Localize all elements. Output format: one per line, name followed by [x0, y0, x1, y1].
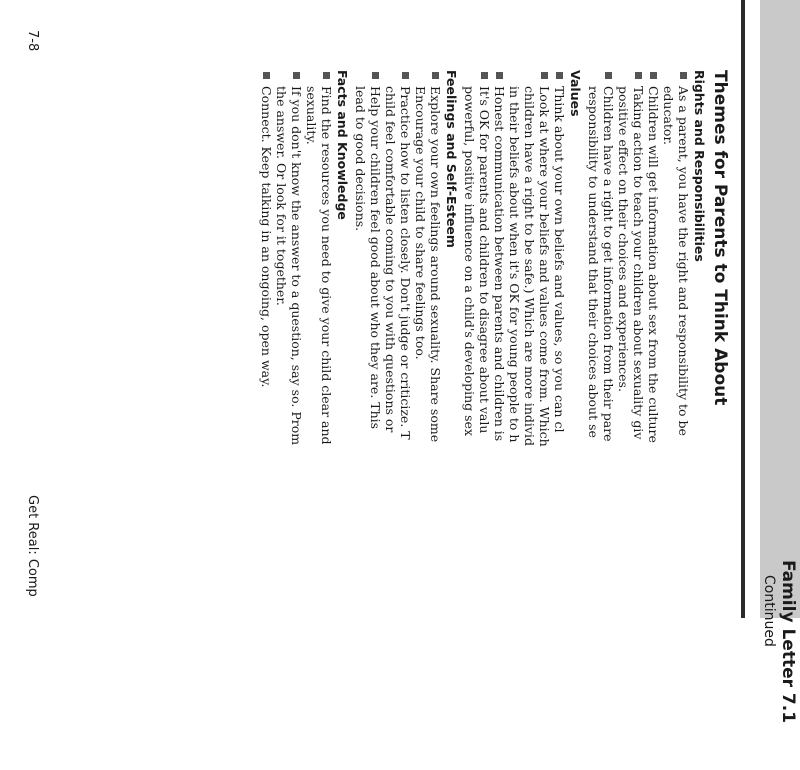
square-bullet-icon — [650, 72, 657, 79]
main-title: Themes for Parents to Think About — [710, 70, 730, 406]
bullet-item — [586, 70, 616, 770]
bullet-item — [274, 70, 304, 770]
bullet-text: Think about your own beliefs and values, so you can cl — [552, 86, 567, 433]
letter-subtitle: Continued — [761, 575, 777, 647]
bullet-item — [353, 70, 383, 770]
square-bullet-icon — [372, 72, 379, 79]
sections-container — [259, 70, 707, 770]
bullet-item — [616, 70, 646, 770]
square-bullet-icon — [481, 72, 488, 79]
section-heading: Feelings and Self-Esteem — [444, 70, 459, 248]
bullet-list — [462, 70, 567, 770]
page-number: 7-8 — [25, 30, 40, 52]
section-heading: Values — [568, 70, 583, 117]
square-bullet-icon — [680, 72, 687, 79]
bullet-text: Explore your own feelings around sexuality. Share some Encourage your child to share feelings too. — [413, 86, 443, 443]
bullet-text: Practice how to listen closely. Don't judge or criticize. T child feel comfortable coming to you with questions or — [383, 86, 413, 440]
bullet-text: Taking action to teach your children about sexuality giv positive effect on their choices and experiences. — [616, 86, 646, 440]
bullet-text: Children will get information about sex from the culture — [646, 86, 661, 443]
bullet-text: Honest communication between parents and children is — [492, 86, 507, 442]
header-rule — [741, 0, 745, 618]
bullet-item — [462, 70, 492, 770]
bullet-text: Look at where your beliefs and values come from. Which children have a right to be safe.) Which are more individ in their beliefs about when it's OK for young people to h — [507, 86, 552, 447]
bullet-text: If you don't know the answer to a question, say so. Prom the answer. Or look for it together. — [274, 86, 304, 446]
bullet-text: Help your children feel good about who they are. This lead to good decisions. — [353, 86, 383, 430]
square-bullet-icon — [496, 72, 503, 79]
bullet-item — [304, 70, 334, 770]
bullet-item — [661, 70, 691, 770]
bullet-item — [646, 70, 661, 770]
section-heading: Facts and Knowledge — [335, 70, 350, 220]
bullet-item — [492, 70, 507, 770]
square-bullet-icon — [323, 72, 330, 79]
bullet-list — [353, 70, 443, 770]
bullet-text: Connect. Keep talking in an ongoing, open way. — [259, 86, 274, 388]
header-gray-band — [760, 0, 800, 618]
bullet-item — [383, 70, 413, 770]
bullet-text: Find the resources you need to give your child clear and sexuality. — [304, 86, 334, 445]
square-bullet-icon — [605, 72, 612, 79]
square-bullet-icon — [293, 72, 300, 79]
bullet-item — [507, 70, 552, 770]
document-body — [259, 70, 730, 770]
square-bullet-icon — [635, 72, 642, 79]
bullet-text: It's OK for parents and children to disagree about valu powerful, positive influence on a child's developing sex — [462, 86, 492, 436]
bullet-list — [586, 70, 691, 770]
square-bullet-icon — [556, 72, 563, 79]
letter-title: Family Letter 7.1 — [778, 560, 798, 724]
square-bullet-icon — [541, 72, 548, 79]
section-heading: Rights and Responsibilities — [692, 70, 707, 262]
bullet-text: As a parent, you have the right and responsibility to be educator. — [661, 86, 691, 436]
bullet-item — [413, 70, 443, 770]
bullet-list — [259, 70, 334, 770]
footer-book-title: Get Real: Comp — [25, 495, 40, 597]
square-bullet-icon — [402, 72, 409, 79]
bullet-text: Children have a right to get information from their pare responsibility to understand that their choices about se — [586, 86, 616, 442]
bullet-item — [259, 70, 274, 770]
square-bullet-icon — [263, 72, 270, 79]
bullet-item — [552, 70, 567, 770]
square-bullet-icon — [432, 72, 439, 79]
